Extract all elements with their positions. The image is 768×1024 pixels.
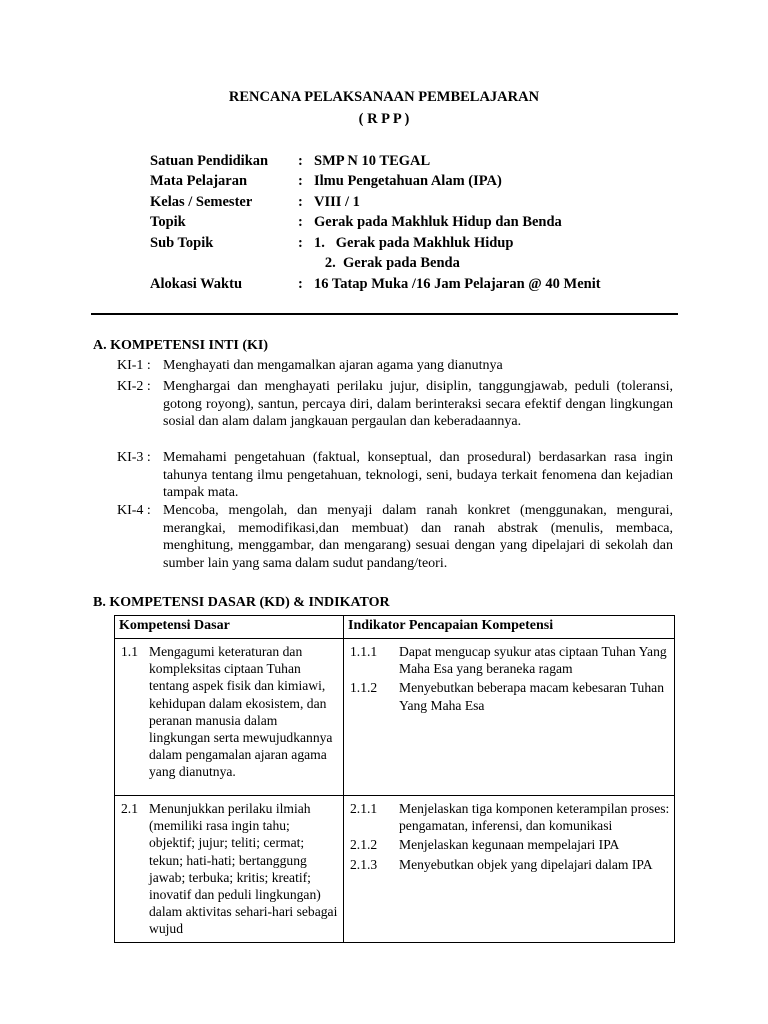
info-colon: : xyxy=(298,173,303,189)
info-label: Topik xyxy=(150,214,186,230)
ki-code: KI-3 : xyxy=(117,450,151,465)
horizontal-divider xyxy=(91,313,678,315)
kd-cell xyxy=(115,796,344,943)
info-colon: : xyxy=(298,153,303,169)
indicator-cell xyxy=(344,639,675,796)
info-colon: : xyxy=(298,194,303,210)
info-value: VIII / 1 xyxy=(314,194,360,210)
info-colon: : xyxy=(298,214,303,230)
info-value: Ilmu Pengetahuan Alam (IPA) xyxy=(314,173,502,189)
indicator-text: Dapat mengucap syukur atas ciptaan Tuhan Yang Maha Esa yang beraneka ragam xyxy=(399,644,667,677)
document-title: RENCANA PELAKSANAAN PEMBELAJARAN xyxy=(228,89,540,105)
indicator-text: Menjelaskan kegunaan mempelajari IPA xyxy=(399,837,620,853)
ki-code: KI-4 : xyxy=(117,503,151,518)
indicator-number: 2.1.2 xyxy=(350,837,378,853)
indicator-item xyxy=(344,836,674,853)
info-label: Kelas / Semester xyxy=(150,194,253,210)
info-label: Alokasi Waktu xyxy=(150,276,243,292)
kd-text: Menunjukkan perilaku ilmiah (memiliki rasa ingin tahu; objektif; jujur; teliti; cermat; tekun; hati-hati; bertanggung jawab; terbuka; kritis; kreatif; inovatif dan peduli lingkungan) dalam aktivitas sehari-hari sebagai wujud xyxy=(149,801,338,937)
ki-text: Mencoba, mengolah, dan menyaji dalam ranah konkret (menggunakan, mengurai, merangkai, memodifikasi,dan membuat) dan ranah abstrak (menulis, membaca, menghitung, menggambar, dan mengarang) sesuai dengan yang dipelajari di sekolah dan sumber lain yang sama dalam sudut pandang/teori. xyxy=(163,503,673,572)
indicator-number: 2.1.1 xyxy=(350,801,378,816)
column-header-indicator: Indikator Pencapaian Kompetensi xyxy=(344,616,675,639)
info-colon: : xyxy=(298,276,303,292)
table-header-row xyxy=(115,616,675,639)
indicator-cell xyxy=(344,796,675,943)
indicator-item xyxy=(344,856,674,873)
indicator-text: Menyebutkan beberapa macam kebesaran Tuhan Yang Maha Esa xyxy=(399,680,664,713)
info-value: 16 Tatap Muka /16 Jam Pelajaran @ 40 Menit xyxy=(314,276,601,292)
ki-text: Memahami pengetahuan (faktual, konseptual, dan prosedural) berdasarkan rasa ingin tahunya tentang ilmu pengetahuan, teknologi, seni, budaya terkait fenomena dan kejadian tampak mata. xyxy=(163,450,673,501)
indicator-number: 1.1.1 xyxy=(350,644,378,659)
kd-cell xyxy=(115,639,344,796)
kd-table xyxy=(114,615,675,943)
indicator-text: Menjelaskan tiga komponen keterampilan proses: pengamatan, inferensi, dan komunikasi xyxy=(399,801,670,834)
indicator-item xyxy=(344,800,674,834)
info-label: Satuan Pendidikan xyxy=(150,153,269,169)
ki-text: Menghayati dan mengamalkan ajaran agama yang dianutnya xyxy=(163,358,503,373)
section-b-heading: B. KOMPETENSI DASAR (KD) & INDIKATOR xyxy=(93,595,390,610)
column-header-kd: Kompetensi Dasar xyxy=(115,616,344,639)
info-label: Sub Topik xyxy=(150,235,214,251)
indicator-number: 1.1.2 xyxy=(350,680,378,696)
info-value: Gerak pada Makhluk Hidup dan Benda xyxy=(314,214,562,230)
document-subtitle: ( R P P ) xyxy=(358,111,410,127)
ki-code: KI-1 : xyxy=(117,358,151,373)
info-value: SMP N 10 TEGAL xyxy=(314,153,431,169)
info-value: 2. Gerak pada Benda xyxy=(314,255,460,271)
ki-text: Menghargai dan menghayati perilaku jujur, disiplin, tanggungjawab, peduli (toleransi, gotong royong), santun, percaya diri, dalam berinteraksi secara efektif dengan lingkungan sosial dan alam dalam jangkauan pergaulan dan keberadaannya. xyxy=(163,379,673,430)
ki-code: KI-2 : xyxy=(117,379,151,394)
indicator-item xyxy=(344,679,674,713)
indicator-number: 2.1.3 xyxy=(350,856,378,872)
indicator-item xyxy=(344,643,674,677)
info-value: 1. Gerak pada Makhluk Hidup xyxy=(314,235,514,251)
kd-text: Mengagumi keteraturan dan kompleksitas ciptaan Tuhan tentang aspek fisik dan kimiawi, kehidupan dalam ekosistem, dan peranan manusia dalam lingkungan serta mewujudkannya dalam pengamalan ajaran agama yang dianutnya. xyxy=(149,644,333,780)
kd-number: 1.1 xyxy=(121,644,138,659)
info-colon: : xyxy=(298,235,303,251)
info-label: Mata Pelajaran xyxy=(150,173,248,189)
kd-number: 2.1 xyxy=(121,801,138,816)
table-row xyxy=(115,796,675,943)
section-a-heading: A. KOMPETENSI INTI (KI) xyxy=(93,338,269,353)
indicator-text: Menyebutkan objek yang dipelajari dalam IPA xyxy=(399,856,653,872)
table-row xyxy=(115,639,675,796)
